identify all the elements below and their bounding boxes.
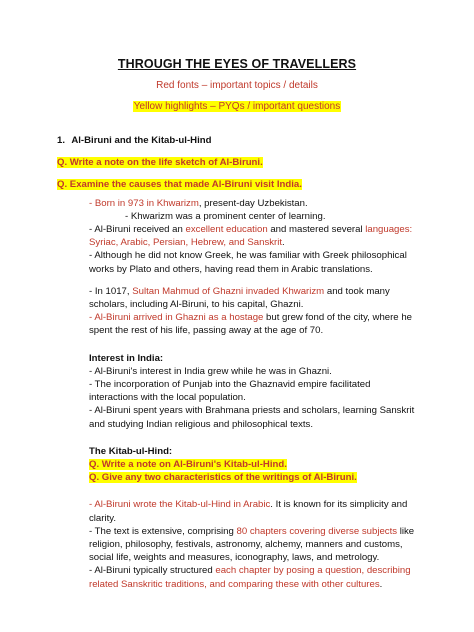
section-heading <box>57 134 423 147</box>
document-body <box>57 134 423 591</box>
legend-red-fonts: Red fonts – important topics / details <box>156 80 318 91</box>
bullet-invasion: - In 1017, Sultan Mahmud of Ghazni invaded Khwarizm and took many scholars, including Al-Biruni, to his capital, Ghazni. <box>89 285 390 311</box>
interest-line-4: - Al-Biruni spent years with Brahmana priests and scholars, learning Sanskrit <box>89 405 415 417</box>
document-title: THROUGH THE EYES OF TRAVELLERS <box>117 57 357 71</box>
interest-line-3: interactions with the local population. <box>89 392 246 404</box>
interest-heading: Interest in India: <box>89 352 164 364</box>
kitab-heading: The Kitab-ul-Hind: <box>89 445 173 457</box>
bullet-birth: - Born in 973 in Khwarizm, present-day Uzbekistan. <box>89 197 308 209</box>
sub-bullet-khwarizm: - Khwarizm was a prominent center of learning. <box>125 210 326 222</box>
interest-line-2: - The incorporation of Punjab into the Ghaznavid empire facilitated <box>89 379 371 391</box>
biography-block <box>57 197 423 591</box>
section-title: Al-Biruni and the Kitab-ul-Hind <box>71 135 212 146</box>
kitab-bullet-chapters: - The text is extensive, comprising 80 chapters covering diverse subjects like religion, philosophy, festivals, astronomy, alchemy, manners and customs, social life, weights and measures, iconography, laws, and metrology. <box>89 525 415 564</box>
interest-line-5: and studying Indian religious and philosophical texts. <box>89 418 314 430</box>
bullet-hostage: - Al-Biruni arrived in Ghazni as a hostage but grew fond of the city, where he spent the rest of his life, passing away at the age of 70. <box>89 312 412 337</box>
question-causes-visit: Q. Examine the causes that made Al-Biruni visit India. <box>57 179 302 191</box>
question-kitab-characteristics: Q. Give any two characteristics of the writings of Al-Biruni. <box>89 472 357 484</box>
legend-yellow-highlights: Yellow highlights – PYQs / important questions <box>133 101 341 112</box>
interest-line-1: - Al-Biruni's interest in India grew while he was in Ghazni. <box>89 365 332 377</box>
bullet-greek: - Although he did not know Greek, he was familiar with Greek philosophical works by Plato and others, having read them in Arabic translations. <box>89 250 407 275</box>
section-number: 1. <box>57 135 66 146</box>
kitab-bullet-structure: - Al-Biruni typically structured each chapter by posing a question, describing related Sanskritic traditions, and comparing these with other cultures. <box>89 565 411 590</box>
legend-yellow-wrap <box>0 96 474 114</box>
question-life-sketch: Q. Write a note on the life sketch of Al-Biruni. <box>57 157 263 169</box>
bullet-education: - Al-Biruni received an excellent education and mastered several languages: Syriac, Arabic, Persian, Hebrew, and Sanskrit. <box>89 224 413 249</box>
kitab-bullet-arabic: - Al-Biruni wrote the Kitab-ul-Hind in Arabic. It is known for its simplicity and clarity. <box>89 499 408 524</box>
question-kitab-note: Q. Write a note on Al-Biruni's Kitab-ul-Hind. <box>89 459 287 471</box>
